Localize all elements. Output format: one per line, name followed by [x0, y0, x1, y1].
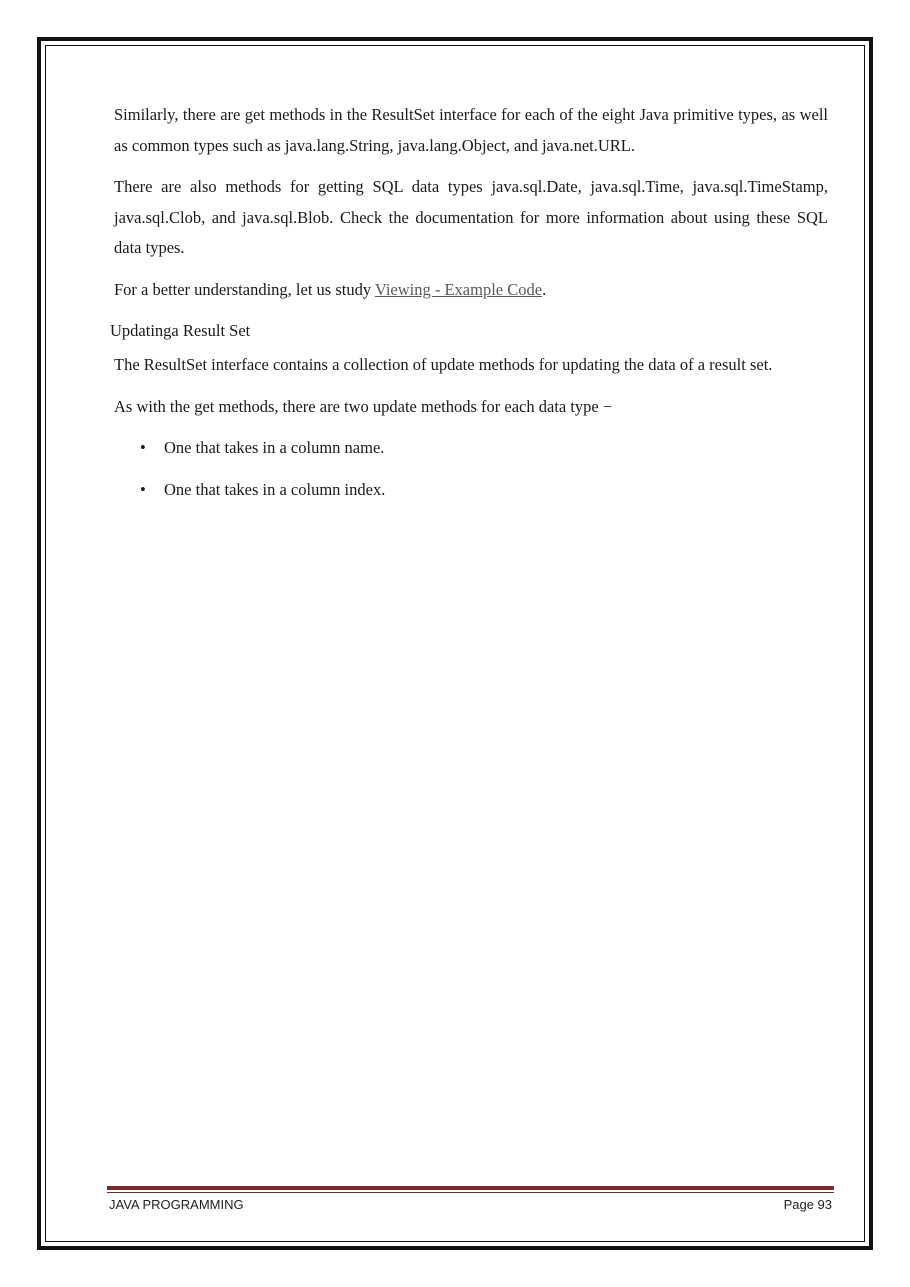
- list-item: [140, 433, 828, 464]
- paragraph-get-methods: Similarly, there are get methods in the ResultSet interface for each of the eight Java primitive types, as well as common types such as java.lang.String, java.lang.Object, and java.net.URL.: [114, 105, 828, 155]
- footer-rule-thick: [107, 1186, 834, 1190]
- paragraph-sql-types: There are also methods for getting SQL data types java.sql.Date, java.sql.Time, java.sql.TimeStamp, java.sql.Clob, and java.sql.Blob. Check the documentation for more information about using these SQL data types.: [114, 177, 828, 257]
- bullet-list: [114, 433, 828, 505]
- footer-rule-thin: [107, 1192, 834, 1193]
- paragraph-two-update-methods: As with the get methods, there are two update methods for each data type −: [114, 396, 613, 416]
- example-reference-prefix: For a better understanding, let us study: [114, 279, 375, 299]
- viewing-example-code-link[interactable]: Viewing - Example Code: [374, 279, 543, 299]
- list-item-text: One that takes in a column name.: [164, 438, 385, 457]
- paragraph-example-reference: [114, 275, 828, 306]
- list-item-text: One that takes in a column index.: [164, 479, 386, 499]
- section-heading: Updatinga Result Set: [110, 321, 251, 340]
- document-body: [110, 100, 828, 516]
- example-reference-suffix: .: [542, 279, 547, 299]
- bullet-icon: •: [140, 438, 146, 457]
- page-number: Page 93: [783, 1197, 832, 1212]
- bullet-icon: •: [140, 479, 146, 499]
- list-item: [140, 475, 828, 506]
- paragraph-update-methods: The ResultSet interface contains a collection of update methods for updating the data of a result set.: [114, 355, 773, 374]
- footer-title: JAVA PROGRAMMING: [109, 1197, 244, 1212]
